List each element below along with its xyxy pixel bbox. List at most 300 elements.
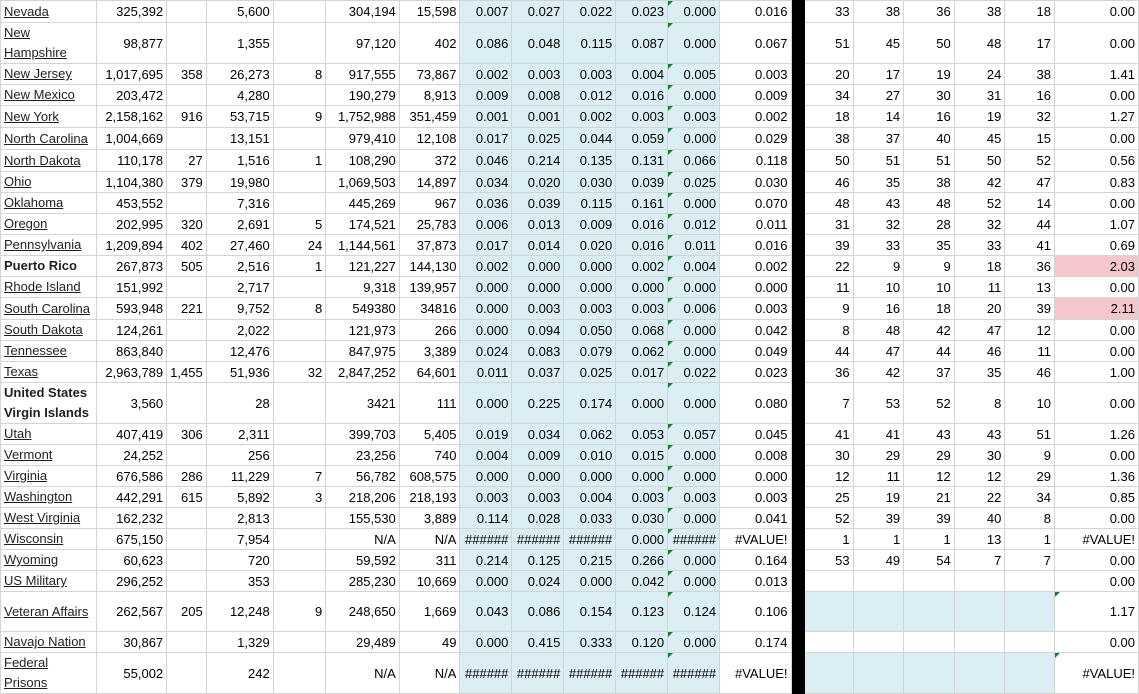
data-cell[interactable]: 51 [853, 150, 904, 172]
data-cell[interactable]: 0.000 [668, 1, 720, 23]
data-cell[interactable]: 1,355 [206, 23, 273, 64]
data-cell[interactable]: 110,178 [97, 150, 167, 172]
data-cell[interactable]: 48 [954, 23, 1005, 64]
data-cell[interactable]: 121,973 [326, 320, 400, 341]
data-cell[interactable]: 218,193 [399, 487, 460, 508]
row-name-cell[interactable]: Washington [1, 487, 97, 508]
data-cell[interactable]: 218,206 [326, 487, 400, 508]
data-cell[interactable]: 0.000 [668, 128, 720, 150]
data-cell[interactable]: 0.017 [460, 235, 512, 256]
data-cell[interactable]: 9 [273, 106, 326, 128]
data-cell[interactable] [167, 341, 207, 362]
data-cell[interactable]: 1 [1005, 529, 1055, 550]
data-cell[interactable]: 1.36 [1055, 466, 1139, 487]
data-cell[interactable]: 45 [954, 128, 1005, 150]
data-cell[interactable]: 286 [167, 466, 207, 487]
data-cell[interactable]: 39 [1005, 298, 1055, 320]
data-cell[interactable] [853, 571, 904, 592]
data-cell[interactable]: 50 [904, 23, 955, 64]
data-cell[interactable]: 248,650 [326, 592, 400, 632]
data-cell[interactable]: 7 [804, 383, 853, 424]
data-cell[interactable]: 1.17 [1055, 592, 1139, 632]
data-cell[interactable]: N/A [326, 529, 400, 550]
data-cell[interactable]: 353 [206, 571, 273, 592]
data-cell[interactable]: ###### [668, 653, 720, 694]
data-cell[interactable]: 0.009 [512, 445, 564, 466]
data-cell[interactable]: 0.086 [460, 23, 512, 64]
data-cell[interactable]: 73,867 [399, 64, 460, 85]
data-cell[interactable]: 0.016 [616, 85, 668, 106]
data-cell[interactable]: 311 [399, 550, 460, 571]
data-cell[interactable]: 0.174 [720, 632, 791, 653]
data-cell[interactable] [273, 23, 326, 64]
data-cell[interactable]: 847,975 [326, 341, 400, 362]
data-cell[interactable]: ###### [460, 653, 512, 694]
data-cell[interactable]: 15 [1005, 128, 1055, 150]
data-cell[interactable] [804, 592, 853, 632]
data-cell[interactable]: 916 [167, 106, 207, 128]
row-name-cell[interactable]: Veteran Affairs [1, 592, 97, 632]
data-cell[interactable]: 0.034 [460, 172, 512, 193]
data-cell[interactable]: #VALUE! [1055, 653, 1139, 694]
data-cell[interactable]: 2,813 [206, 508, 273, 529]
data-cell[interactable]: 3,389 [399, 341, 460, 362]
data-cell[interactable]: 0.080 [720, 383, 791, 424]
data-cell[interactable]: 0.030 [564, 172, 616, 193]
row-name-cell[interactable]: Tennessee [1, 341, 97, 362]
data-cell[interactable] [273, 383, 326, 424]
data-cell[interactable]: 48 [804, 193, 853, 214]
data-cell[interactable]: 0.011 [720, 214, 791, 235]
data-cell[interactable]: 17 [853, 64, 904, 85]
data-cell[interactable]: 0.048 [512, 23, 564, 64]
row-name-cell[interactable]: Navajo Nation [1, 632, 97, 653]
data-cell[interactable]: 144,130 [399, 256, 460, 277]
data-cell[interactable]: 30 [904, 85, 955, 106]
data-cell[interactable]: 0.009 [460, 85, 512, 106]
data-cell[interactable]: 48 [853, 320, 904, 341]
data-cell[interactable]: 0.000 [616, 277, 668, 298]
data-cell[interactable]: 0.039 [512, 193, 564, 214]
data-cell[interactable]: 28 [206, 383, 273, 424]
data-cell[interactable]: 676,586 [97, 466, 167, 487]
data-cell[interactable]: 0.115 [564, 23, 616, 64]
data-cell[interactable]: 202,995 [97, 214, 167, 235]
data-cell[interactable] [167, 653, 207, 694]
data-cell[interactable]: 0.023 [616, 1, 668, 23]
data-cell[interactable] [273, 341, 326, 362]
data-cell[interactable]: 16 [1005, 85, 1055, 106]
row-name-cell[interactable]: Oregon [1, 214, 97, 235]
data-cell[interactable]: 28 [904, 214, 955, 235]
data-cell[interactable]: 41 [804, 424, 853, 445]
data-cell[interactable]: 0.000 [668, 23, 720, 64]
data-cell[interactable]: 9 [853, 256, 904, 277]
data-cell[interactable]: 0.00 [1055, 508, 1139, 529]
data-cell[interactable]: 52 [804, 508, 853, 529]
data-cell[interactable]: 0.125 [512, 550, 564, 571]
data-cell[interactable]: 37 [853, 128, 904, 150]
data-cell[interactable]: 0.000 [460, 383, 512, 424]
data-cell[interactable]: 0.034 [512, 424, 564, 445]
row-name-cell[interactable]: Wyoming [1, 550, 97, 571]
data-cell[interactable]: 351,459 [399, 106, 460, 128]
data-cell[interactable]: 1 [853, 529, 904, 550]
data-cell[interactable]: 41 [1005, 235, 1055, 256]
data-cell[interactable]: 38 [1005, 64, 1055, 85]
row-name-cell[interactable]: Wisconsin [1, 529, 97, 550]
row-name-cell[interactable]: Utah [1, 424, 97, 445]
data-cell[interactable]: 2,022 [206, 320, 273, 341]
data-cell[interactable]: 42 [954, 172, 1005, 193]
data-cell[interactable]: 0.00 [1055, 277, 1139, 298]
data-cell[interactable] [167, 1, 207, 23]
data-cell[interactable]: 0.00 [1055, 341, 1139, 362]
data-cell[interactable]: 48 [904, 193, 955, 214]
data-cell[interactable]: 27 [167, 150, 207, 172]
data-cell[interactable]: 0.000 [668, 320, 720, 341]
data-cell[interactable]: 203,472 [97, 85, 167, 106]
data-cell[interactable]: 0.029 [720, 128, 791, 150]
data-cell[interactable]: 7 [954, 550, 1005, 571]
data-cell[interactable]: 53,715 [206, 106, 273, 128]
data-cell[interactable]: 0.016 [720, 235, 791, 256]
data-cell[interactable]: 1 [904, 529, 955, 550]
data-cell[interactable]: 0.039 [616, 172, 668, 193]
data-cell[interactable]: 0.087 [616, 23, 668, 64]
data-cell[interactable]: 0.004 [616, 64, 668, 85]
data-cell[interactable]: 2.11 [1055, 298, 1139, 320]
data-cell[interactable] [273, 128, 326, 150]
data-cell[interactable]: 0.003 [720, 298, 791, 320]
data-cell[interactable]: 0.333 [564, 632, 616, 653]
data-cell[interactable] [273, 632, 326, 653]
data-cell[interactable] [273, 529, 326, 550]
data-cell[interactable]: 13,151 [206, 128, 273, 150]
data-cell[interactable]: 14,897 [399, 172, 460, 193]
data-cell[interactable]: 267,873 [97, 256, 167, 277]
data-cell[interactable]: 24,252 [97, 445, 167, 466]
data-cell[interactable]: 0.022 [668, 362, 720, 383]
data-cell[interactable]: 0.215 [564, 550, 616, 571]
data-cell[interactable]: 1.27 [1055, 106, 1139, 128]
data-cell[interactable]: 44 [1005, 214, 1055, 235]
data-cell[interactable]: 35 [904, 235, 955, 256]
data-cell[interactable]: 0.124 [668, 592, 720, 632]
data-cell[interactable]: 0.000 [460, 571, 512, 592]
data-cell[interactable] [167, 128, 207, 150]
data-cell[interactable]: 5,600 [206, 1, 273, 23]
data-cell[interactable]: 11 [804, 277, 853, 298]
data-cell[interactable]: 0.003 [720, 487, 791, 508]
data-cell[interactable]: 34 [804, 85, 853, 106]
data-cell[interactable]: 0.83 [1055, 172, 1139, 193]
data-cell[interactable]: 37,873 [399, 235, 460, 256]
data-cell[interactable]: 46 [804, 172, 853, 193]
data-cell[interactable] [804, 571, 853, 592]
data-cell[interactable]: 1,069,503 [326, 172, 400, 193]
data-cell[interactable]: 0.214 [512, 150, 564, 172]
data-cell[interactable]: 39 [853, 508, 904, 529]
data-cell[interactable]: 0.042 [720, 320, 791, 341]
data-cell[interactable]: 0.024 [460, 341, 512, 362]
data-cell[interactable]: 38 [904, 172, 955, 193]
data-cell[interactable]: 121,227 [326, 256, 400, 277]
data-cell[interactable]: 44 [804, 341, 853, 362]
data-cell[interactable]: 0.135 [564, 150, 616, 172]
data-cell[interactable]: #VALUE! [720, 653, 791, 694]
data-cell[interactable]: 47 [954, 320, 1005, 341]
data-cell[interactable]: 42 [853, 362, 904, 383]
data-cell[interactable]: 46 [954, 341, 1005, 362]
data-cell[interactable]: 0.094 [512, 320, 564, 341]
data-cell[interactable]: 0.067 [720, 23, 791, 64]
data-cell[interactable]: 0.123 [616, 592, 668, 632]
data-cell[interactable]: 0.415 [512, 632, 564, 653]
row-name-cell[interactable]: West Virginia [1, 508, 97, 529]
data-cell[interactable]: 979,410 [326, 128, 400, 150]
data-cell[interactable]: 0.003 [460, 487, 512, 508]
data-cell[interactable]: 9,752 [206, 298, 273, 320]
data-cell[interactable]: 0.115 [564, 193, 616, 214]
data-cell[interactable]: 0.009 [564, 214, 616, 235]
data-cell[interactable]: 18 [954, 256, 1005, 277]
data-cell[interactable] [167, 85, 207, 106]
data-cell[interactable]: 18 [904, 298, 955, 320]
data-cell[interactable]: 5 [273, 214, 326, 235]
row-name-cell[interactable]: New Jersey [1, 64, 97, 85]
data-cell[interactable]: 0.00 [1055, 1, 1139, 23]
data-cell[interactable]: 10,669 [399, 571, 460, 592]
data-cell[interactable]: 0.011 [460, 362, 512, 383]
data-cell[interactable]: 50 [954, 150, 1005, 172]
data-cell[interactable]: 0.070 [720, 193, 791, 214]
data-cell[interactable]: 52 [954, 193, 1005, 214]
data-cell[interactable]: 0.013 [512, 214, 564, 235]
data-cell[interactable]: 0.002 [460, 64, 512, 85]
data-cell[interactable] [167, 23, 207, 64]
data-cell[interactable] [954, 632, 1005, 653]
data-cell[interactable]: 0.003 [616, 106, 668, 128]
data-cell[interactable]: 0.131 [616, 150, 668, 172]
data-cell[interactable]: 0.000 [460, 632, 512, 653]
data-cell[interactable] [904, 571, 955, 592]
data-cell[interactable] [167, 508, 207, 529]
data-cell[interactable]: 34 [1005, 487, 1055, 508]
data-cell[interactable]: 0.045 [720, 424, 791, 445]
data-cell[interactable]: 242 [206, 653, 273, 694]
data-cell[interactable]: 549380 [326, 298, 400, 320]
data-cell[interactable]: 615 [167, 487, 207, 508]
data-cell[interactable]: 0.010 [564, 445, 616, 466]
data-cell[interactable]: 0.049 [720, 341, 791, 362]
data-cell[interactable]: 13 [954, 529, 1005, 550]
data-cell[interactable]: 0.007 [460, 1, 512, 23]
data-cell[interactable]: 0.004 [460, 445, 512, 466]
data-cell[interactable] [904, 653, 955, 694]
data-cell[interactable] [1005, 632, 1055, 653]
data-cell[interactable]: 0.214 [460, 550, 512, 571]
data-cell[interactable]: 285,230 [326, 571, 400, 592]
data-cell[interactable]: 19 [904, 64, 955, 85]
data-cell[interactable]: 43 [853, 193, 904, 214]
data-cell[interactable]: 32 [853, 214, 904, 235]
data-cell[interactable]: 320 [167, 214, 207, 235]
data-cell[interactable] [167, 550, 207, 571]
data-cell[interactable]: 0.106 [720, 592, 791, 632]
data-cell[interactable]: 296,252 [97, 571, 167, 592]
data-cell[interactable]: 0.002 [720, 256, 791, 277]
data-cell[interactable] [167, 320, 207, 341]
data-cell[interactable]: 12 [1005, 320, 1055, 341]
data-cell[interactable]: 0.020 [564, 235, 616, 256]
data-cell[interactable]: 0.043 [460, 592, 512, 632]
data-cell[interactable]: 7 [273, 466, 326, 487]
data-cell[interactable]: 38 [954, 1, 1005, 23]
data-cell[interactable]: #VALUE! [1055, 529, 1139, 550]
data-cell[interactable]: 0.69 [1055, 235, 1139, 256]
data-cell[interactable]: 0.062 [616, 341, 668, 362]
data-cell[interactable]: 51 [1005, 424, 1055, 445]
data-cell[interactable]: 0.000 [616, 466, 668, 487]
data-cell[interactable]: 9 [804, 298, 853, 320]
data-cell[interactable] [1005, 571, 1055, 592]
data-cell[interactable] [167, 277, 207, 298]
data-cell[interactable] [954, 571, 1005, 592]
data-cell[interactable] [273, 320, 326, 341]
data-cell[interactable] [273, 445, 326, 466]
data-cell[interactable]: 2.03 [1055, 256, 1139, 277]
data-cell[interactable]: ###### [512, 529, 564, 550]
data-cell[interactable]: 55,002 [97, 653, 167, 694]
row-name-cell[interactable]: Rhode Island [1, 277, 97, 298]
data-cell[interactable] [273, 571, 326, 592]
data-cell[interactable]: 0.000 [668, 466, 720, 487]
data-cell[interactable]: 0.008 [512, 85, 564, 106]
data-cell[interactable]: 445,269 [326, 193, 400, 214]
row-name-cell[interactable]: Texas [1, 362, 97, 383]
data-cell[interactable]: 18 [804, 106, 853, 128]
data-cell[interactable]: 27,460 [206, 235, 273, 256]
row-name-cell[interactable]: New Mexico [1, 85, 97, 106]
data-cell[interactable]: 1,144,561 [326, 235, 400, 256]
data-cell[interactable]: 25 [804, 487, 853, 508]
data-cell[interactable]: 47 [853, 341, 904, 362]
data-cell[interactable]: 0.002 [564, 106, 616, 128]
data-cell[interactable] [273, 277, 326, 298]
data-cell[interactable]: 54 [904, 550, 955, 571]
data-cell[interactable]: 30 [954, 445, 1005, 466]
data-cell[interactable]: 0.017 [616, 362, 668, 383]
data-cell[interactable]: 0.000 [512, 277, 564, 298]
data-cell[interactable]: 0.00 [1055, 445, 1139, 466]
data-cell[interactable]: 53 [804, 550, 853, 571]
data-cell[interactable]: 7,316 [206, 193, 273, 214]
data-cell[interactable] [167, 383, 207, 424]
data-cell[interactable]: 0.016 [616, 235, 668, 256]
data-cell[interactable]: 863,840 [97, 341, 167, 362]
data-cell[interactable]: 7 [1005, 550, 1055, 571]
data-cell[interactable] [167, 529, 207, 550]
data-cell[interactable]: 0.000 [460, 298, 512, 320]
data-cell[interactable]: 2,717 [206, 277, 273, 298]
data-cell[interactable]: 0.041 [720, 508, 791, 529]
data-cell[interactable]: 407,419 [97, 424, 167, 445]
row-name-cell[interactable]: Virginia [1, 466, 97, 487]
data-cell[interactable]: 0.003 [564, 298, 616, 320]
data-cell[interactable] [904, 632, 955, 653]
data-cell[interactable]: 325,392 [97, 1, 167, 23]
data-cell[interactable]: 2,311 [206, 424, 273, 445]
row-name-cell[interactable]: United States Virgin Islands [1, 383, 97, 424]
row-name-cell[interactable]: US Military [1, 571, 97, 592]
data-cell[interactable]: 0.033 [564, 508, 616, 529]
data-cell[interactable]: 0.004 [564, 487, 616, 508]
data-cell[interactable]: 1,017,695 [97, 64, 167, 85]
data-cell[interactable]: 19 [954, 106, 1005, 128]
data-cell[interactable]: 0.00 [1055, 383, 1139, 424]
data-cell[interactable]: 16 [853, 298, 904, 320]
data-cell[interactable]: 12,108 [399, 128, 460, 150]
data-cell[interactable]: 98,877 [97, 23, 167, 64]
data-cell[interactable]: 1 [273, 150, 326, 172]
data-cell[interactable]: 1.41 [1055, 64, 1139, 85]
data-cell[interactable]: 29,489 [326, 632, 400, 653]
data-cell[interactable]: 0.114 [460, 508, 512, 529]
data-cell[interactable]: 0.017 [460, 128, 512, 150]
data-cell[interactable]: 8 [954, 383, 1005, 424]
data-cell[interactable]: 30 [804, 445, 853, 466]
data-cell[interactable] [954, 653, 1005, 694]
data-cell[interactable]: 0.037 [512, 362, 564, 383]
data-cell[interactable]: 593,948 [97, 298, 167, 320]
data-cell[interactable]: 40 [904, 128, 955, 150]
data-cell[interactable]: 0.000 [564, 256, 616, 277]
data-cell[interactable]: 17 [1005, 23, 1055, 64]
data-cell[interactable]: 1,329 [206, 632, 273, 653]
data-cell[interactable]: 1 [273, 256, 326, 277]
data-cell[interactable]: 0.000 [668, 508, 720, 529]
data-cell[interactable]: 190,279 [326, 85, 400, 106]
data-cell[interactable]: 0.154 [564, 592, 616, 632]
data-cell[interactable]: 3 [273, 487, 326, 508]
data-cell[interactable]: 11,229 [206, 466, 273, 487]
data-cell[interactable]: 0.000 [564, 466, 616, 487]
row-name-cell[interactable]: South Carolina [1, 298, 97, 320]
data-cell[interactable]: 32 [954, 214, 1005, 235]
data-cell[interactable]: 917,555 [326, 64, 400, 85]
data-cell[interactable]: 12 [954, 466, 1005, 487]
row-name-cell[interactable]: North Dakota [1, 150, 97, 172]
data-cell[interactable] [904, 592, 955, 632]
row-name-cell[interactable]: North Carolina [1, 128, 97, 150]
data-cell[interactable]: 3,889 [399, 508, 460, 529]
data-cell[interactable] [167, 571, 207, 592]
data-cell[interactable]: 0.027 [512, 1, 564, 23]
data-cell[interactable]: 0.012 [564, 85, 616, 106]
data-cell[interactable]: 0.030 [720, 172, 791, 193]
data-cell[interactable]: 11 [954, 277, 1005, 298]
data-cell[interactable]: 0.044 [564, 128, 616, 150]
data-cell[interactable]: N/A [326, 653, 400, 694]
data-cell[interactable]: 740 [399, 445, 460, 466]
data-cell[interactable]: 162,232 [97, 508, 167, 529]
data-cell[interactable]: 52 [1005, 150, 1055, 172]
data-cell[interactable]: 399,703 [326, 424, 400, 445]
data-cell[interactable]: 155,530 [326, 508, 400, 529]
data-cell[interactable]: 0.00 [1055, 85, 1139, 106]
data-cell[interactable]: ###### [460, 529, 512, 550]
